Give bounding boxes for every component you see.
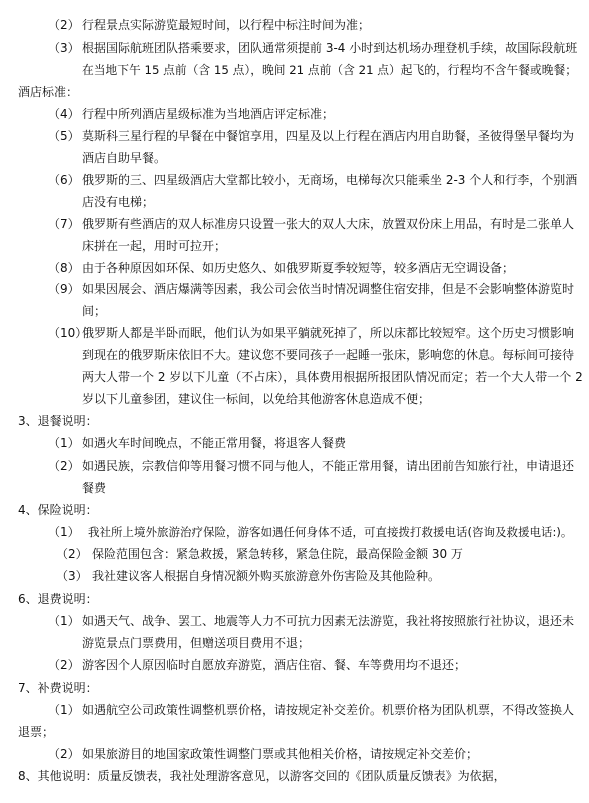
item-text: 俄罗斯人都是半卧而眠，他们认为如果平躺就死掉了，所以床都比较短窄。这个历史习惯影响 (82, 326, 575, 340)
item-number: （8） (48, 261, 80, 275)
item-number: （2） (48, 747, 80, 761)
section-heading: 4、保险说明： (18, 503, 98, 517)
item-number: （9） (48, 282, 80, 296)
item-number: （1） (48, 614, 80, 628)
item-text: 如遇火车时间晚点，不能正常用餐，将退客人餐费 (82, 436, 347, 450)
item-number: （7） (48, 217, 80, 231)
item-text: 行程中所列酒店星级标准为当地酒店评定标准； (82, 107, 335, 121)
item-text: 我社建议客人根据自身情况额外购买旅游意外伤害险及其他险种。 (92, 569, 441, 583)
item-text: 保险范围包含：紧急救援，紧急转移，紧急住院，最高保险金额 30 万 (92, 547, 463, 561)
item-text: 游览景点门票费用，但赠送项目费用不退； (82, 636, 311, 650)
item-text: 酒店自助早餐。 (82, 151, 167, 165)
section-heading: 8、其他说明：质量反馈表，我社处理游客意见，以游客交回的《团队质量反馈表》为依据， (18, 769, 506, 783)
item-number: （6） (48, 173, 80, 187)
item-text: 行程景点实际游览最短时间，以行程中标注时间为准； (82, 18, 371, 32)
item-text: 岁以下儿童参团，建议住一标间，以免给其他游客休息造成不便； (82, 392, 431, 406)
item-text: 退票； (18, 725, 55, 739)
section-heading: 3、退餐说明： (18, 414, 98, 428)
item-number: （2） (48, 658, 80, 672)
item-text: 到现在的俄罗斯床依旧不大。建议您不要同孩子一起睡一张床，影响您的休息。每标间可接待 (82, 348, 575, 362)
item-number: （4） (48, 107, 80, 121)
item-text: 店没有电梯； (82, 195, 155, 209)
item-text: 餐费 (82, 481, 107, 495)
item-number: （3） (48, 41, 80, 55)
item-text: 如果旅游目的地国家政策性调整门票或其他相关价格，请按规定补交差价； (82, 747, 479, 761)
item-text: 莫斯科三星行程的早餐在中餐馆享用，四星及以上行程在酒店内用自助餐，圣彼得堡早餐均为 (82, 129, 575, 143)
item-text: 如遇民族，宗教信仰等用餐习惯不同与他人，不能正常用餐，请出团前告知旅行社，申请退还 (82, 459, 575, 473)
item-text: 如遇天气、战争、罢工、地震等人力不可抗力因素无法游览，我社将按照旅行社协议，退还未 (82, 614, 575, 628)
item-number: （2） (48, 18, 80, 32)
item-text: 在当地下午 15 点前（含 15 点），晚间 21 点前（含 21 点）起飞的，行程均不含午餐或晚餐； (82, 63, 578, 77)
item-number: （10） (48, 326, 88, 340)
item-text: 游客因个人原因临时自愿放弃游览，酒店住宿、餐、车等费用均不退还； (82, 658, 467, 672)
item-text: 间； (82, 304, 107, 318)
item-number: （2） (48, 459, 80, 473)
section-heading: 酒店标准： (18, 85, 79, 99)
item-number: （1） (48, 436, 80, 450)
item-number: （3） (56, 569, 88, 583)
item-number: （1） (48, 703, 80, 717)
item-text: 俄罗斯有些酒店的双人标准房只设置一张大的双人大床，放置双份床上用品，有时是二张单人 (82, 217, 575, 231)
section-heading: 7、补费说明： (18, 681, 98, 695)
item-text: 如遇航空公司政策性调整机票价格，请按规定补交差价。机票价格为团队机票，不得改签换人 (82, 703, 575, 717)
item-text: 俄罗斯的三、四星级酒店大堂都比较小，无商场，电梯每次只能乘坐 2-3 个人和行李，个别酒 (82, 173, 578, 187)
item-text: 根据国际航班团队搭乘要求，团队通常须提前 3-4 小时到达机场办理登机手续，故国际段航班 (82, 41, 578, 55)
section-heading: 6、退费说明： (18, 592, 98, 606)
item-text: 两大人带一个 2 岁以下儿童（不占床），具体费用根据所报团队情况而定；若一个大人带一个 2 (82, 370, 583, 384)
item-text: 床拼在一起，用时可拉开； (82, 239, 227, 253)
item-number: （5） (48, 129, 80, 143)
item-text: 如果因展会、酒店爆满等因素，我公司会依当时情况调整住宿安排，但是不会影响整体游览时 (82, 282, 575, 296)
item-number: （2） (56, 547, 88, 561)
item-number: （1） (48, 525, 80, 539)
item-text: 我社所上境外旅游治疗保险，游客如遇任何身体不适，可直接拨打救援电话(咨询及救援电话:)。 (88, 525, 573, 539)
item-text: 由于各种原因如环保、如历史悠久、如俄罗斯夏季较短等，较多酒店无空调设备； (82, 261, 515, 275)
